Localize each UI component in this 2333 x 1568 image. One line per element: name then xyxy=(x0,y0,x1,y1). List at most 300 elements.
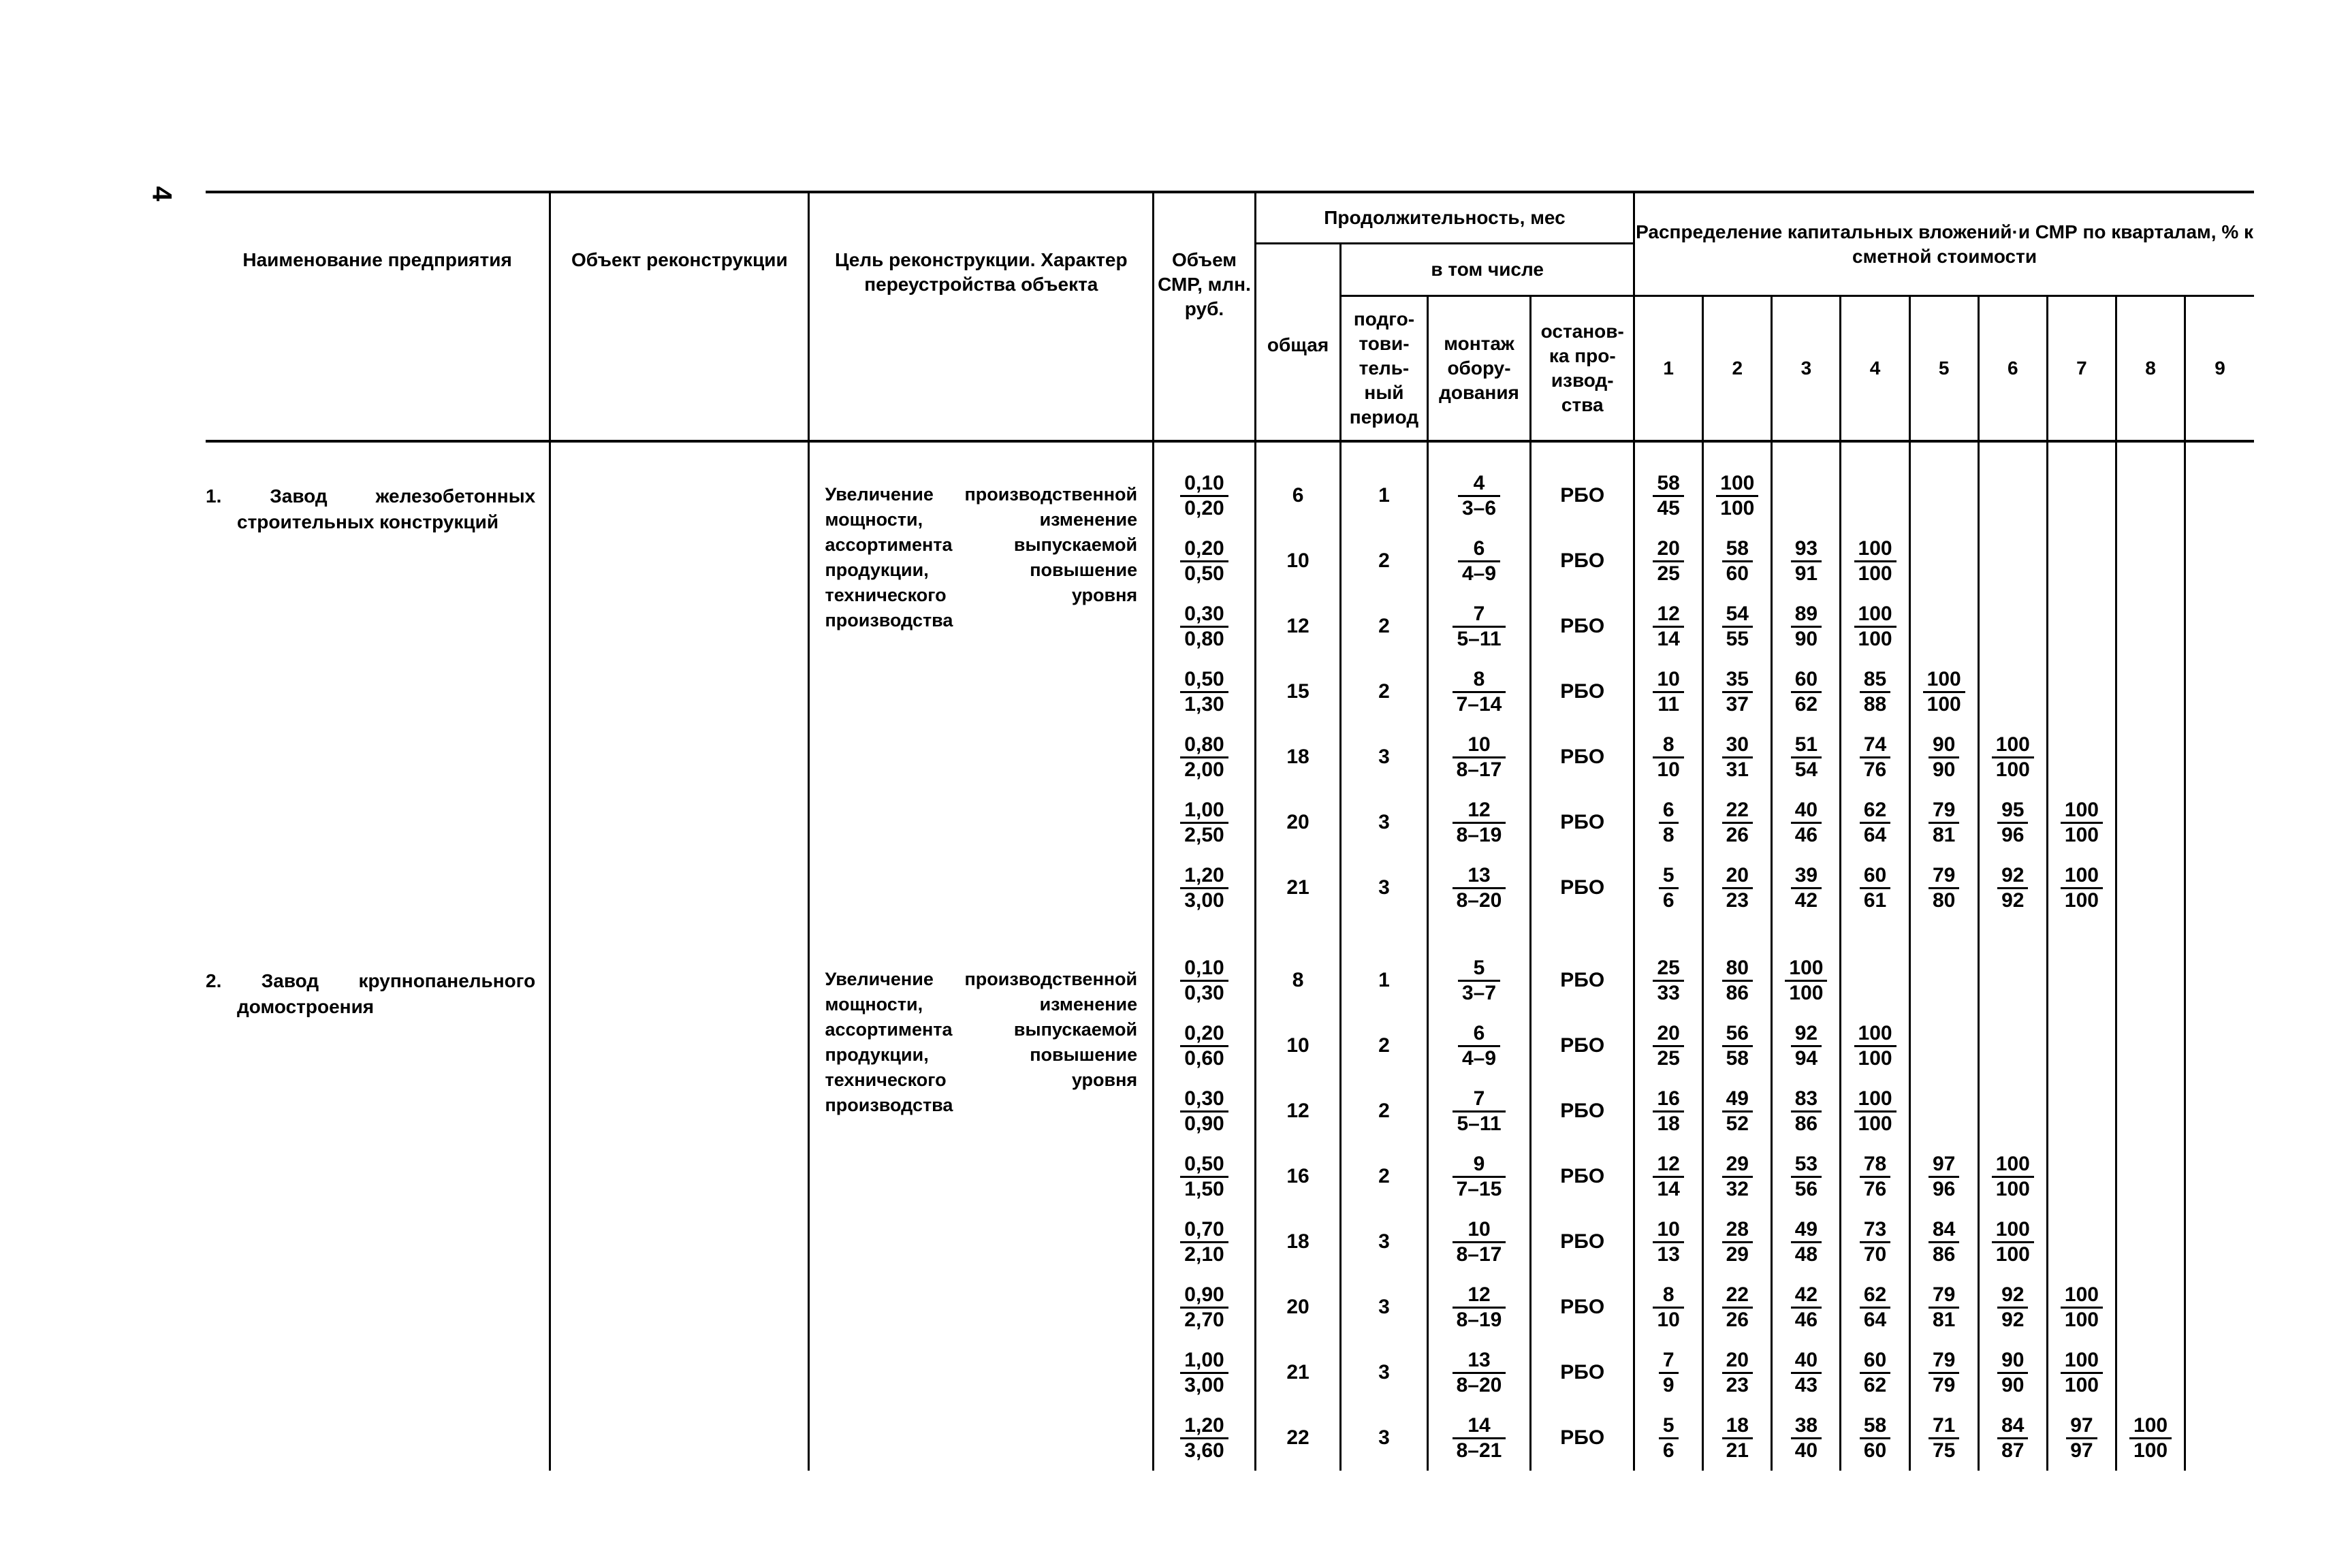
prep-cell: 2 xyxy=(1341,1013,1427,1078)
mount-cell xyxy=(1427,594,1531,659)
quarter-fraction-denominator: 96 xyxy=(1932,1177,1956,1200)
quarter-cell-4 xyxy=(1841,948,1909,1013)
quarter-cell-9 xyxy=(2185,948,2254,1013)
quarter-fraction xyxy=(1722,537,1753,586)
quarter-cell-9 xyxy=(2185,724,2254,790)
quarter-fraction-numerator: 49 xyxy=(1722,1087,1753,1113)
quarter-cell-7 xyxy=(2047,1013,2116,1078)
quarter-fraction-denominator: 55 xyxy=(1726,627,1749,650)
quarter-fraction-denominator: 23 xyxy=(1726,1373,1749,1396)
mount-cell xyxy=(1427,724,1531,790)
quarter-fraction-numerator: 10 xyxy=(1653,668,1683,693)
quarter-cell-7 xyxy=(2047,1209,2116,1275)
header-q2: 2 xyxy=(1703,296,1772,442)
mount-cell xyxy=(1427,948,1531,1013)
quarter-fraction-denominator: 86 xyxy=(1932,1243,1956,1266)
mount-cell xyxy=(1427,463,1531,528)
mount-cell xyxy=(1427,528,1531,594)
quarter-fraction-denominator: 86 xyxy=(1726,981,1749,1004)
quarter-cell-5 xyxy=(1909,1144,1978,1209)
volume-cell xyxy=(1154,1209,1256,1275)
quarter-fraction xyxy=(1791,1022,1822,1070)
quarter-fraction xyxy=(1929,799,1959,847)
quarter-cell-1 xyxy=(1634,659,1703,724)
quarter-fraction-numerator: 54 xyxy=(1722,603,1753,628)
header-object: Объект реконструкции xyxy=(550,192,809,441)
quarter-fraction-denominator: 61 xyxy=(1863,889,1887,912)
volume-fraction-denominator: 0,20 xyxy=(1184,496,1224,519)
quarter-fraction-numerator: 42 xyxy=(1791,1283,1822,1309)
quarter-cell-7 xyxy=(2047,594,2116,659)
quarter-fraction-denominator: 14 xyxy=(1657,627,1680,650)
volume-cell xyxy=(1154,528,1256,594)
quarter-fraction-numerator: 79 xyxy=(1929,799,1959,824)
quarter-cell-3 xyxy=(1772,724,1841,790)
quarter-cell-3 xyxy=(1772,1078,1841,1144)
quarter-cell-4 xyxy=(1841,790,1909,855)
volume-cell xyxy=(1154,948,1256,1013)
header-q6: 6 xyxy=(1978,296,2047,442)
quarter-cell-8 xyxy=(2116,1209,2185,1275)
volume-fraction xyxy=(1180,1349,1228,1397)
quarter-fraction xyxy=(1653,603,1683,651)
total-cell: 20 xyxy=(1255,1275,1340,1340)
quarter-cell-9 xyxy=(2185,1275,2254,1340)
quarter-cell-5 xyxy=(1909,1340,1978,1405)
quarter-fraction-denominator: 10 xyxy=(1657,758,1680,781)
quarter-cell-5 xyxy=(1909,463,1978,528)
quarter-cell-9 xyxy=(2185,528,2254,594)
mount-cell xyxy=(1427,855,1531,921)
quarter-cell-5 xyxy=(1909,948,1978,1013)
quarter-fraction-numerator: 92 xyxy=(1997,1283,2028,1309)
quarter-fraction-denominator: 18 xyxy=(1657,1112,1680,1135)
volume-cell xyxy=(1154,1340,1256,1405)
enterprise-name-line1: 1. Завод железобетонных xyxy=(206,485,536,507)
total-cell: 21 xyxy=(1255,1340,1340,1405)
quarter-fraction-denominator: 60 xyxy=(1726,562,1749,585)
prep-cell: 3 xyxy=(1341,1275,1427,1340)
volume-fraction-numerator: 1,00 xyxy=(1180,799,1228,824)
quarter-cell-7 xyxy=(2047,790,2116,855)
quarter-fraction-denominator: 32 xyxy=(1726,1177,1749,1200)
prep-cell: 2 xyxy=(1341,1144,1427,1209)
enterprise-name-line2: домостроения xyxy=(237,996,375,1017)
header-total: общая xyxy=(1255,244,1340,442)
quarter-fraction-numerator: 38 xyxy=(1791,1414,1822,1439)
quarter-cell-9 xyxy=(2185,855,2254,921)
mount-fraction-denominator: 4–9 xyxy=(1461,1046,1497,1070)
prep-cell: 3 xyxy=(1341,1209,1427,1275)
quarter-fraction-numerator: 20 xyxy=(1653,1022,1683,1047)
quarter-fraction-numerator: 83 xyxy=(1791,1087,1822,1113)
quarter-cell-7 xyxy=(2047,1078,2116,1144)
quarter-fraction-numerator: 100 xyxy=(1854,603,1896,628)
spacer-row xyxy=(206,441,2254,463)
quarter-fraction-denominator: 75 xyxy=(1932,1439,1956,1462)
mount-fraction-denominator: 8–20 xyxy=(1456,889,1502,912)
quarter-cell-3 xyxy=(1772,1144,1841,1209)
quarter-fraction xyxy=(2061,1349,2103,1397)
quarter-fraction xyxy=(1992,1218,2034,1266)
quarter-cell-6 xyxy=(1978,1078,2047,1144)
mount-fraction xyxy=(1453,799,1506,847)
quarter-cell-3 xyxy=(1772,528,1841,594)
quarter-fraction-numerator: 10 xyxy=(1653,1218,1683,1243)
quarter-cell-4 xyxy=(1841,528,1909,594)
quarter-cell-5 xyxy=(1909,1405,1978,1471)
stop-cell: РБО xyxy=(1531,594,1634,659)
header-q9: 9 xyxy=(2185,296,2254,442)
quarter-cell-8 xyxy=(2116,1340,2185,1405)
quarter-fraction xyxy=(1722,864,1753,912)
mount-fraction-denominator: 7–14 xyxy=(1456,692,1502,716)
table-row xyxy=(206,463,2254,528)
quarter-fraction-denominator: 91 xyxy=(1794,562,1818,585)
quarter-fraction xyxy=(1653,733,1683,782)
quarter-fraction-numerator: 25 xyxy=(1653,957,1683,982)
goal-text: Увеличение производственной мощности, изменение ассортимента выпускаемой продукции, повышение технического уровня производства xyxy=(809,948,1154,1471)
volume-fraction xyxy=(1180,799,1228,847)
quarter-cell-3 xyxy=(1772,1209,1841,1275)
quarter-cell-2 xyxy=(1703,463,1772,528)
quarter-cell-7 xyxy=(2047,463,2116,528)
quarter-fraction-denominator: 90 xyxy=(1932,758,1956,781)
quarter-fraction-numerator: 90 xyxy=(1929,733,1959,758)
quarter-fraction xyxy=(2066,1414,2097,1462)
quarter-fraction xyxy=(1653,1153,1683,1201)
quarter-cell-8 xyxy=(2116,1144,2185,1209)
mount-fraction-numerator: 5 xyxy=(1458,957,1500,982)
quarter-fraction-numerator: 78 xyxy=(1860,1153,1890,1178)
quarter-fraction-denominator: 58 xyxy=(1726,1046,1749,1070)
enterprise-name xyxy=(206,463,550,921)
quarter-fraction-numerator: 20 xyxy=(1653,537,1683,562)
quarter-fraction-numerator: 100 xyxy=(1992,1218,2034,1243)
quarter-fraction xyxy=(2061,864,2103,912)
mount-fraction-numerator: 13 xyxy=(1453,864,1506,889)
quarter-cell-8 xyxy=(2116,1078,2185,1144)
total-cell: 16 xyxy=(1255,1144,1340,1209)
quarter-fraction-denominator: 14 xyxy=(1657,1177,1680,1200)
quarter-fraction-denominator: 100 xyxy=(1789,981,1824,1004)
quarter-fraction xyxy=(1854,1022,1896,1070)
mount-fraction xyxy=(1453,1414,1506,1462)
quarter-fraction-denominator: 97 xyxy=(2070,1439,2093,1462)
quarter-cell-1 xyxy=(1634,528,1703,594)
quarter-cell-5 xyxy=(1909,855,1978,921)
volume-fraction-denominator: 0,90 xyxy=(1184,1112,1224,1135)
quarter-fraction-numerator: 90 xyxy=(1997,1349,2028,1374)
volume-fraction-numerator: 0,50 xyxy=(1180,1153,1228,1178)
quarter-cell-9 xyxy=(2185,1078,2254,1144)
quarter-fraction xyxy=(1791,603,1822,651)
quarter-cell-2 xyxy=(1703,1013,1772,1078)
header-q4: 4 xyxy=(1841,296,1909,442)
quarter-cell-4 xyxy=(1841,659,1909,724)
mount-fraction-numerator: 8 xyxy=(1453,668,1506,693)
quarter-fraction xyxy=(1791,1218,1822,1266)
quarter-cell-7 xyxy=(2047,855,2116,921)
mount-fraction-numerator: 14 xyxy=(1453,1414,1506,1439)
quarter-fraction-denominator: 64 xyxy=(1863,823,1887,846)
quarter-fraction-denominator: 11 xyxy=(1657,692,1680,716)
header-q3: 3 xyxy=(1772,296,1841,442)
quarter-fraction-denominator: 81 xyxy=(1932,823,1956,846)
quarter-cell-4 xyxy=(1841,1144,1909,1209)
quarter-fraction-numerator: 92 xyxy=(1791,1022,1822,1047)
quarter-fraction-denominator: 31 xyxy=(1726,758,1749,781)
quarter-cell-3 xyxy=(1772,463,1841,528)
mount-cell xyxy=(1427,1209,1531,1275)
mount-fraction xyxy=(1453,1283,1506,1332)
quarter-cell-2 xyxy=(1703,790,1772,855)
quarter-cell-6 xyxy=(1978,594,2047,659)
header-q7: 7 xyxy=(2047,296,2116,442)
quarter-fraction xyxy=(1785,957,1827,1005)
quarter-fraction xyxy=(1791,668,1822,716)
quarter-fraction-numerator: 12 xyxy=(1653,603,1683,628)
quarter-fraction-numerator: 6 xyxy=(1659,799,1679,824)
mount-fraction-denominator: 5–11 xyxy=(1457,627,1502,650)
quarter-fraction-denominator: 94 xyxy=(1794,1046,1818,1070)
quarter-fraction-numerator: 100 xyxy=(2061,1283,2103,1309)
quarter-fraction-denominator: 62 xyxy=(1794,692,1818,716)
volume-fraction-numerator: 0,30 xyxy=(1180,1087,1228,1113)
quarter-fraction xyxy=(1722,603,1753,651)
prep-cell: 2 xyxy=(1341,594,1427,659)
mount-fraction-denominator: 8–19 xyxy=(1456,823,1502,846)
quarter-fraction xyxy=(1722,668,1753,716)
quarter-fraction-denominator: 48 xyxy=(1794,1243,1818,1266)
quarter-fraction xyxy=(1791,733,1822,782)
quarter-fraction-denominator: 100 xyxy=(1858,1112,1892,1135)
volume-fraction xyxy=(1180,1087,1228,1136)
quarter-cell-4 xyxy=(1841,724,1909,790)
quarter-cell-6 xyxy=(1978,1209,2047,1275)
header-distribution: Распределение капитальных вложений·и СМР по кварталам, % к сметной стоимости xyxy=(1634,192,2254,296)
header-prep: подго-тови-тель-ный период xyxy=(1341,296,1427,442)
quarter-cell-1 xyxy=(1634,594,1703,659)
total-cell: 12 xyxy=(1255,1078,1340,1144)
quarter-fraction-denominator: 42 xyxy=(1794,889,1818,912)
quarter-fraction-numerator: 62 xyxy=(1860,1283,1890,1309)
quarter-fraction-denominator: 86 xyxy=(1794,1112,1818,1135)
quarter-fraction xyxy=(1929,1218,1959,1266)
quarter-fraction-denominator: 45 xyxy=(1657,496,1680,519)
quarter-cell-5 xyxy=(1909,1209,1978,1275)
quarter-fraction xyxy=(1659,799,1679,847)
header-stop: останов-ка про-извод-ства xyxy=(1531,296,1634,442)
volume-fraction-numerator: 0,20 xyxy=(1180,1022,1228,1047)
quarter-cell-1 xyxy=(1634,1013,1703,1078)
stop-cell: РБО xyxy=(1531,855,1634,921)
volume-fraction xyxy=(1180,1022,1228,1070)
header-duration: Продолжительность, мес xyxy=(1255,192,1634,244)
quarter-cell-1 xyxy=(1634,1405,1703,1471)
quarter-fraction-denominator: 43 xyxy=(1794,1373,1818,1396)
quarter-fraction xyxy=(1722,1349,1753,1397)
quarter-cell-8 xyxy=(2116,790,2185,855)
volume-fraction-denominator: 0,60 xyxy=(1184,1046,1224,1070)
quarter-cell-6 xyxy=(1978,528,2047,594)
volume-fraction-numerator: 0,20 xyxy=(1180,537,1228,562)
quarter-fraction xyxy=(1860,1153,1890,1201)
mount-fraction-denominator: 8–20 xyxy=(1456,1373,1502,1396)
quarter-cell-1 xyxy=(1634,790,1703,855)
quarter-fraction-numerator: 40 xyxy=(1791,1349,1822,1374)
volume-cell xyxy=(1154,855,1256,921)
volume-fraction xyxy=(1180,957,1228,1005)
quarter-fraction xyxy=(1997,799,2028,847)
total-cell: 20 xyxy=(1255,790,1340,855)
volume-cell xyxy=(1154,1275,1256,1340)
quarter-cell-7 xyxy=(2047,659,2116,724)
quarter-cell-2 xyxy=(1703,1209,1772,1275)
quarter-fraction-denominator: 54 xyxy=(1794,758,1818,781)
quarter-fraction-denominator: 52 xyxy=(1726,1112,1749,1135)
mount-fraction-numerator: 6 xyxy=(1458,537,1500,562)
quarter-cell-4 xyxy=(1841,855,1909,921)
quarter-cell-7 xyxy=(2047,724,2116,790)
quarter-cell-2 xyxy=(1703,659,1772,724)
quarter-fraction-denominator: 70 xyxy=(1863,1243,1887,1266)
prep-cell: 3 xyxy=(1341,1340,1427,1405)
reconstruction-table xyxy=(206,191,2254,1471)
quarter-fraction-numerator: 20 xyxy=(1722,1349,1753,1374)
quarter-fraction-denominator: 26 xyxy=(1726,823,1749,846)
quarter-cell-9 xyxy=(2185,594,2254,659)
prep-cell: 2 xyxy=(1341,528,1427,594)
prep-cell: 3 xyxy=(1341,1405,1427,1471)
enterprise-name xyxy=(206,948,550,1471)
mount-cell xyxy=(1427,1078,1531,1144)
volume-cell xyxy=(1154,1144,1256,1209)
volume-fraction-numerator: 0,10 xyxy=(1180,472,1228,497)
quarter-fraction xyxy=(1722,1414,1753,1462)
volume-cell xyxy=(1154,463,1256,528)
quarter-fraction xyxy=(1929,1153,1959,1201)
quarter-cell-1 xyxy=(1634,463,1703,528)
mount-fraction xyxy=(1453,864,1506,912)
quarter-fraction-numerator: 12 xyxy=(1653,1153,1683,1178)
stop-cell: РБО xyxy=(1531,1275,1634,1340)
volume-fraction-denominator: 2,70 xyxy=(1184,1308,1224,1331)
mount-fraction xyxy=(1458,957,1500,1005)
volume-fraction xyxy=(1180,1218,1228,1266)
quarter-fraction-numerator: 5 xyxy=(1659,1414,1679,1439)
total-cell: 22 xyxy=(1255,1405,1340,1471)
total-cell: 18 xyxy=(1255,1209,1340,1275)
mount-cell xyxy=(1427,1340,1531,1405)
quarter-fraction xyxy=(1997,864,2028,912)
mount-cell xyxy=(1427,790,1531,855)
quarter-cell-9 xyxy=(2185,1144,2254,1209)
quarter-fraction-numerator: 35 xyxy=(1722,668,1753,693)
volume-fraction xyxy=(1180,603,1228,651)
mount-fraction-numerator: 12 xyxy=(1453,1283,1506,1309)
quarter-fraction-numerator: 51 xyxy=(1791,733,1822,758)
quarter-fraction-numerator: 22 xyxy=(1722,799,1753,824)
volume-fraction-denominator: 3,60 xyxy=(1184,1439,1224,1462)
quarter-cell-2 xyxy=(1703,1144,1772,1209)
quarter-fraction xyxy=(1860,864,1890,912)
quarter-fraction xyxy=(1860,1218,1890,1266)
header-volume: Объем СМР, млн. руб. xyxy=(1154,192,1256,441)
total-cell: 12 xyxy=(1255,594,1340,659)
quarter-fraction-denominator: 100 xyxy=(1858,1046,1892,1070)
quarter-fraction-denominator: 80 xyxy=(1932,889,1956,912)
volume-fraction-numerator: 0,50 xyxy=(1180,668,1228,693)
mount-fraction xyxy=(1453,603,1505,651)
mount-fraction-denominator: 7–15 xyxy=(1456,1177,1502,1200)
quarter-cell-5 xyxy=(1909,1013,1978,1078)
quarter-fraction xyxy=(2061,1283,2103,1332)
quarter-cell-7 xyxy=(2047,1144,2116,1209)
quarter-cell-8 xyxy=(2116,528,2185,594)
quarter-fraction-numerator: 7 xyxy=(1659,1349,1679,1374)
mount-cell xyxy=(1427,1405,1531,1471)
mount-fraction xyxy=(1453,668,1506,716)
volume-cell xyxy=(1154,790,1256,855)
quarter-fraction-denominator: 26 xyxy=(1726,1308,1749,1331)
stop-cell: РБО xyxy=(1531,724,1634,790)
volume-fraction xyxy=(1180,668,1228,716)
quarter-fraction-numerator: 97 xyxy=(1929,1153,1959,1178)
quarter-cell-9 xyxy=(2185,1405,2254,1471)
quarter-fraction xyxy=(1860,799,1890,847)
quarter-fraction xyxy=(1653,1022,1683,1070)
mount-fraction-denominator: 4–9 xyxy=(1461,562,1497,585)
quarter-cell-4 xyxy=(1841,1405,1909,1471)
volume-fraction-denominator: 2,10 xyxy=(1184,1243,1224,1266)
mount-fraction xyxy=(1458,537,1500,586)
quarter-cell-5 xyxy=(1909,659,1978,724)
quarter-fraction-numerator: 60 xyxy=(1860,864,1890,889)
table-row xyxy=(206,948,2254,1013)
mount-fraction-numerator: 7 xyxy=(1453,1087,1505,1113)
quarter-cell-8 xyxy=(2116,659,2185,724)
quarter-fraction-denominator: 10 xyxy=(1657,1308,1680,1331)
quarter-fraction-numerator: 84 xyxy=(1929,1218,1959,1243)
quarter-cell-3 xyxy=(1772,1340,1841,1405)
quarter-fraction-denominator: 56 xyxy=(1794,1177,1818,1200)
quarter-cell-1 xyxy=(1634,1078,1703,1144)
quarter-fraction-numerator: 58 xyxy=(1860,1414,1890,1439)
quarter-cell-8 xyxy=(2116,855,2185,921)
quarter-fraction xyxy=(1791,1414,1822,1462)
quarter-cell-5 xyxy=(1909,594,1978,659)
quarter-fraction xyxy=(1992,1153,2034,1201)
mount-cell xyxy=(1427,1013,1531,1078)
volume-fraction-numerator: 0,90 xyxy=(1180,1283,1228,1309)
quarter-fraction-numerator: 5 xyxy=(1659,864,1679,889)
quarter-cell-3 xyxy=(1772,1013,1841,1078)
quarter-fraction-numerator: 100 xyxy=(1785,957,1827,982)
quarter-fraction-numerator: 22 xyxy=(1722,1283,1753,1309)
quarter-fraction xyxy=(1791,1087,1822,1136)
mount-fraction-denominator: 5–11 xyxy=(1457,1112,1502,1135)
enterprise-name-line2: строительных конструкций xyxy=(237,511,499,532)
quarter-fraction-denominator: 76 xyxy=(1863,1177,1887,1200)
quarter-cell-7 xyxy=(2047,528,2116,594)
total-cell: 10 xyxy=(1255,528,1340,594)
stop-cell: РБО xyxy=(1531,1144,1634,1209)
quarter-fraction-denominator: 81 xyxy=(1932,1308,1956,1331)
mount-fraction xyxy=(1453,733,1506,782)
quarter-cell-4 xyxy=(1841,1013,1909,1078)
header-goal: Цель реконструкции. Характер переустройства объекта xyxy=(809,192,1154,441)
